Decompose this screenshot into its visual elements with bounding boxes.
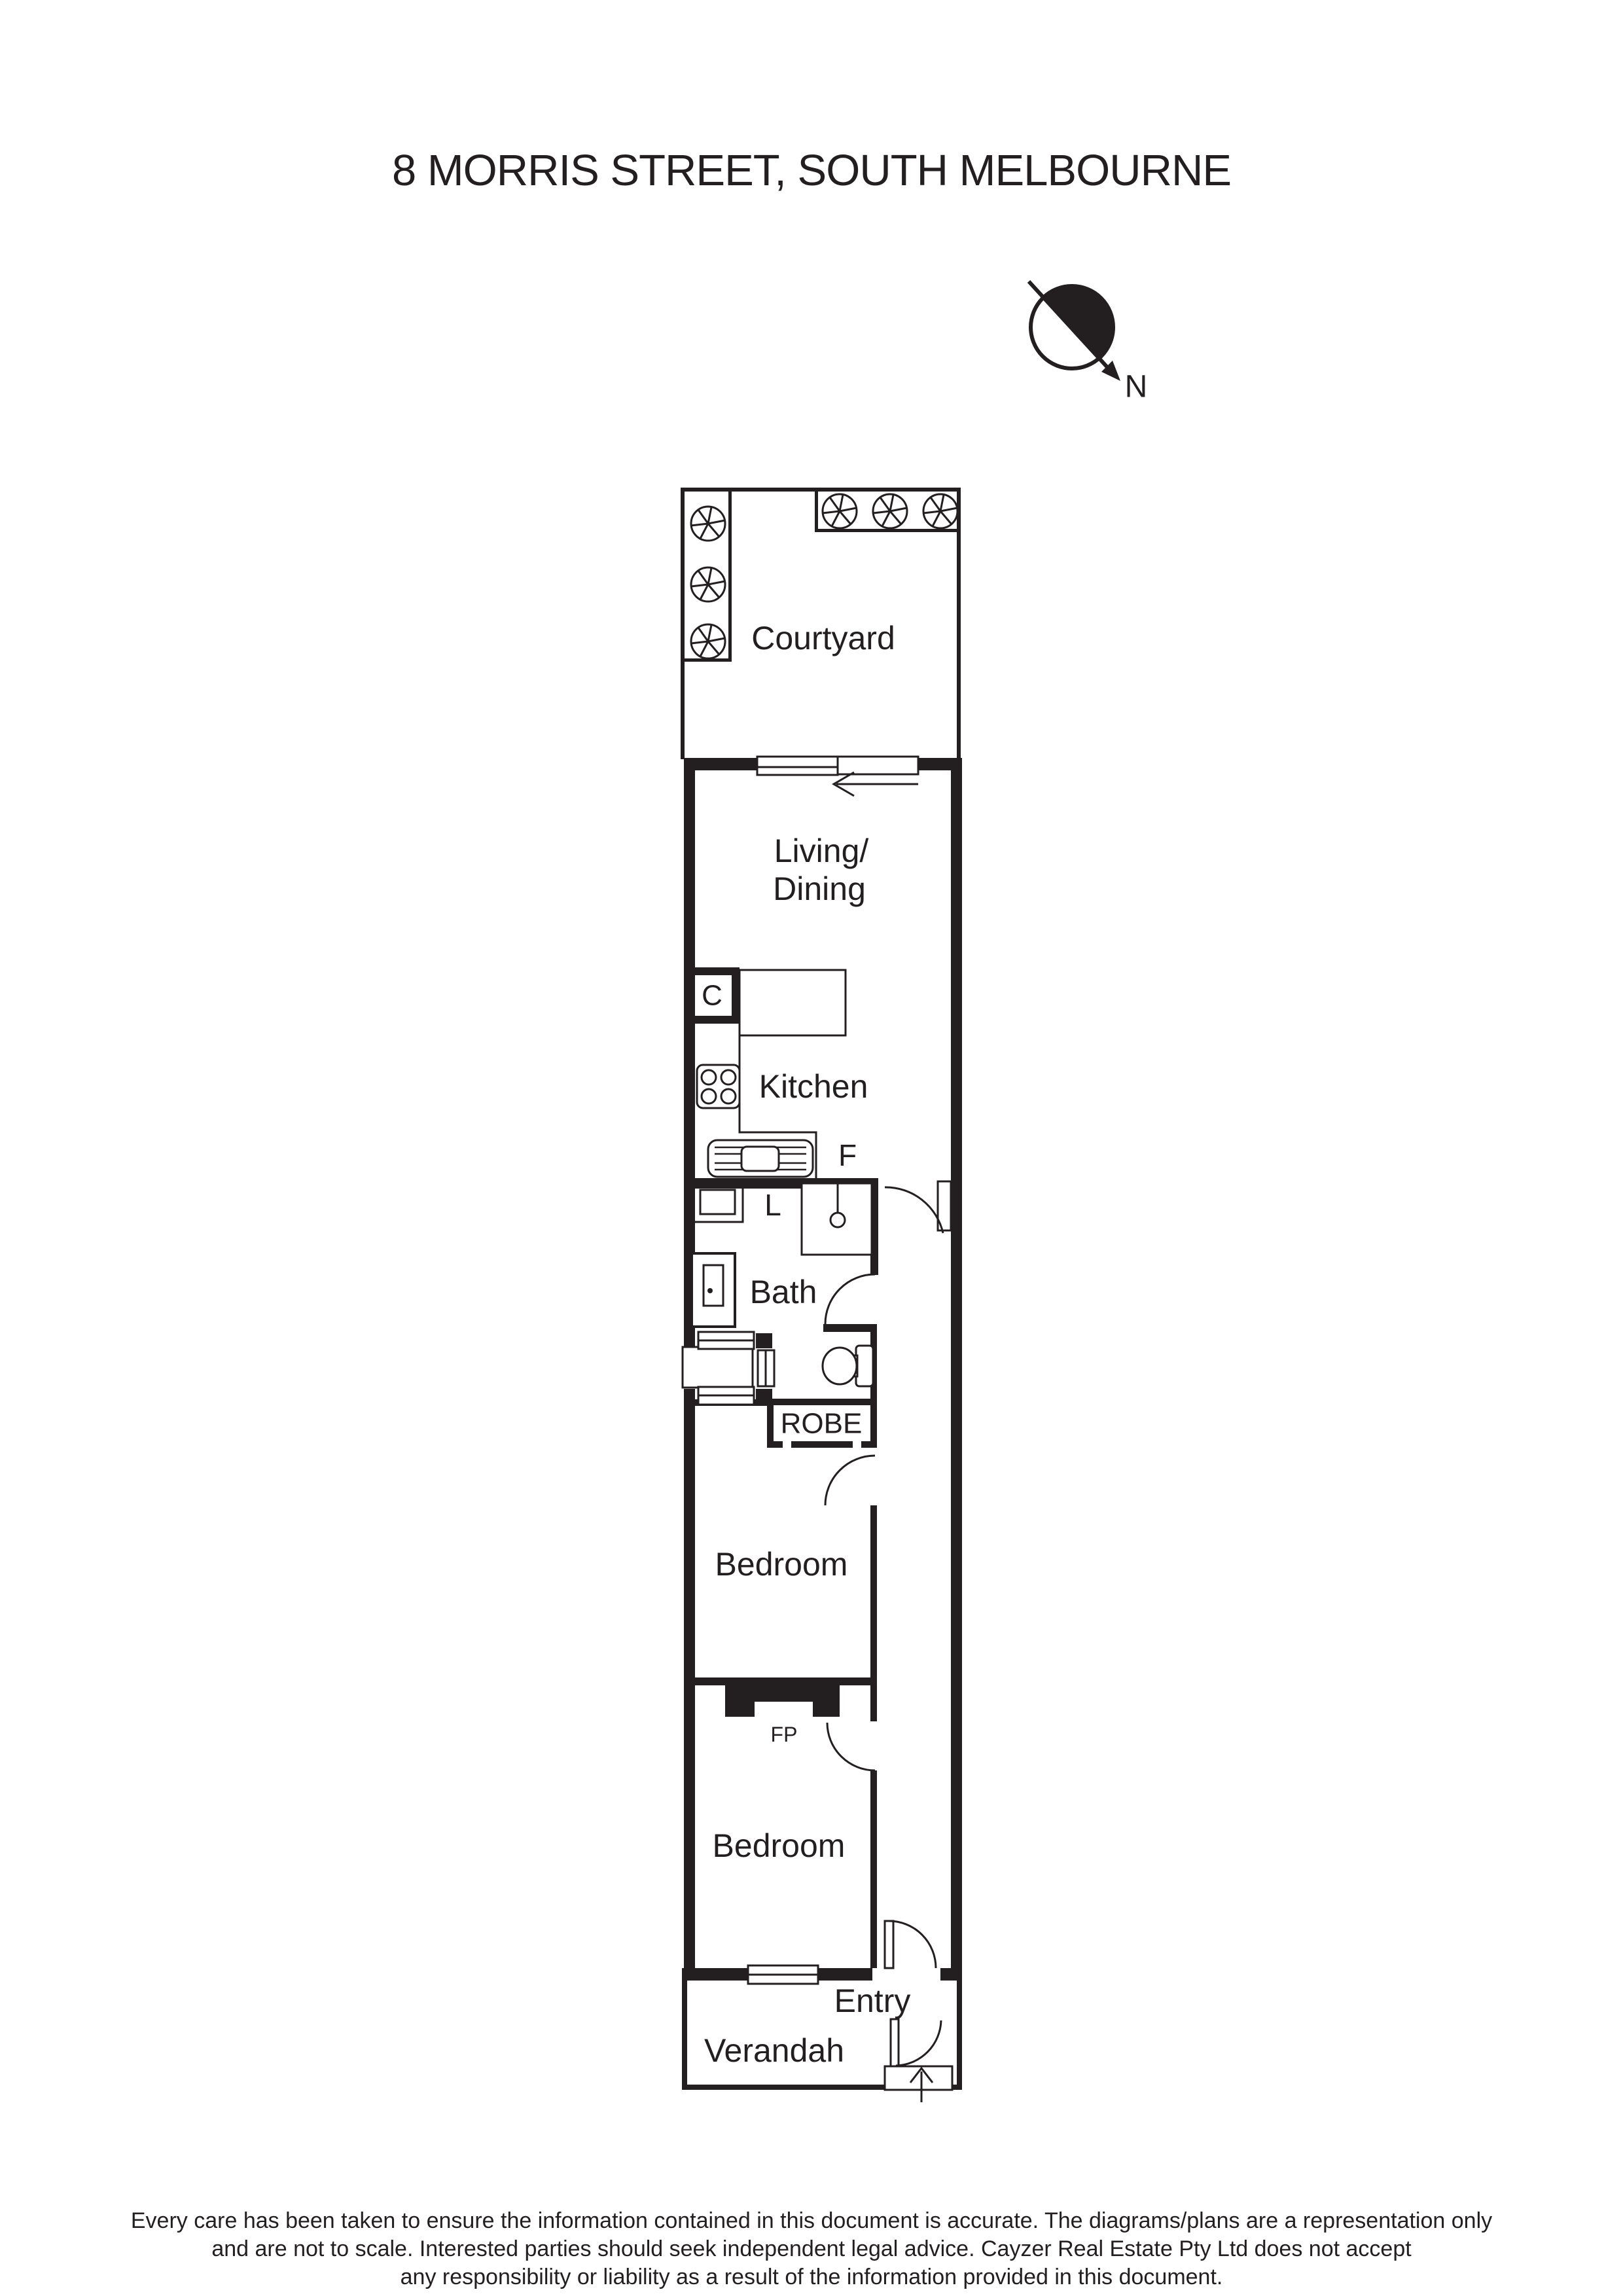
door-swing-arc xyxy=(825,1274,875,1324)
door-leaf xyxy=(885,1921,893,1968)
label-cupboard: C xyxy=(702,979,722,1012)
bedroom2-window xyxy=(748,1965,818,1984)
door-swing-arcs xyxy=(825,1181,951,2066)
disclaimer-text xyxy=(0,2207,1623,2291)
room-label-kitchen: Kitchen xyxy=(758,1068,868,1105)
room-label-bedroom-2: Bedroom xyxy=(712,1827,846,1864)
label-fridge: F xyxy=(838,1138,857,1172)
room-label-dining: Dining xyxy=(773,870,866,907)
room-label-bath: Bath xyxy=(749,1274,817,1310)
page-title: 8 MORRIS STREET, SOUTH MELBOURNE xyxy=(391,146,1232,195)
sink-icon xyxy=(708,1140,813,1177)
bathtub-icon xyxy=(683,1332,774,1405)
shower-icon xyxy=(802,1183,872,1255)
door-swing-arc xyxy=(825,1456,875,1505)
room-label-living: Living/ xyxy=(774,833,869,869)
room-label-entry: Entry xyxy=(834,1982,911,2019)
tree-icon xyxy=(691,507,725,541)
sliding-door-icon xyxy=(757,757,918,796)
room-label-verandah: Verandah xyxy=(704,2032,845,2069)
room-label-courtyard: Courtyard xyxy=(751,620,895,656)
vanity-icon xyxy=(692,1253,735,1327)
tree-icon xyxy=(823,494,857,528)
toilet-icon xyxy=(823,1346,873,1386)
label-fireplace: FP xyxy=(770,1723,798,1746)
tree-icon xyxy=(873,494,907,528)
washing-machine-icon xyxy=(694,1185,743,1222)
door-swing-arc xyxy=(885,1187,943,1233)
tree-icon xyxy=(691,567,725,601)
door-swing-arc xyxy=(889,1921,936,1968)
door-leaf xyxy=(891,2019,899,2066)
entry-step xyxy=(885,2066,952,2090)
disclaimer-line-1: Every care has been taken to ensure the information contained in this document is accurate. The diagrams/plans are a representation only xyxy=(130,2208,1493,2233)
tree-icon xyxy=(923,494,957,528)
door-swing-arc xyxy=(827,1723,875,1770)
tree-icon xyxy=(691,624,725,658)
north-label: N xyxy=(1124,369,1148,404)
label-laundry: L xyxy=(764,1188,781,1222)
north-arrow-icon xyxy=(1029,281,1147,404)
label-robe: ROBE xyxy=(780,1407,863,1440)
interior-walls xyxy=(684,967,878,1968)
stove-icon xyxy=(697,1065,740,1108)
disclaimer-line-2: and are not to scale. Interested parties should seek independent legal advice. Cayzer Real Estate Pty Ltd does not accept xyxy=(211,2236,1412,2261)
room-label-bedroom-1: Bedroom xyxy=(715,1546,848,1583)
disclaimer-line-3: any responsibility or liability as a result of the information provided in this document. xyxy=(400,2265,1223,2289)
door-swing-arc xyxy=(896,2020,941,2066)
